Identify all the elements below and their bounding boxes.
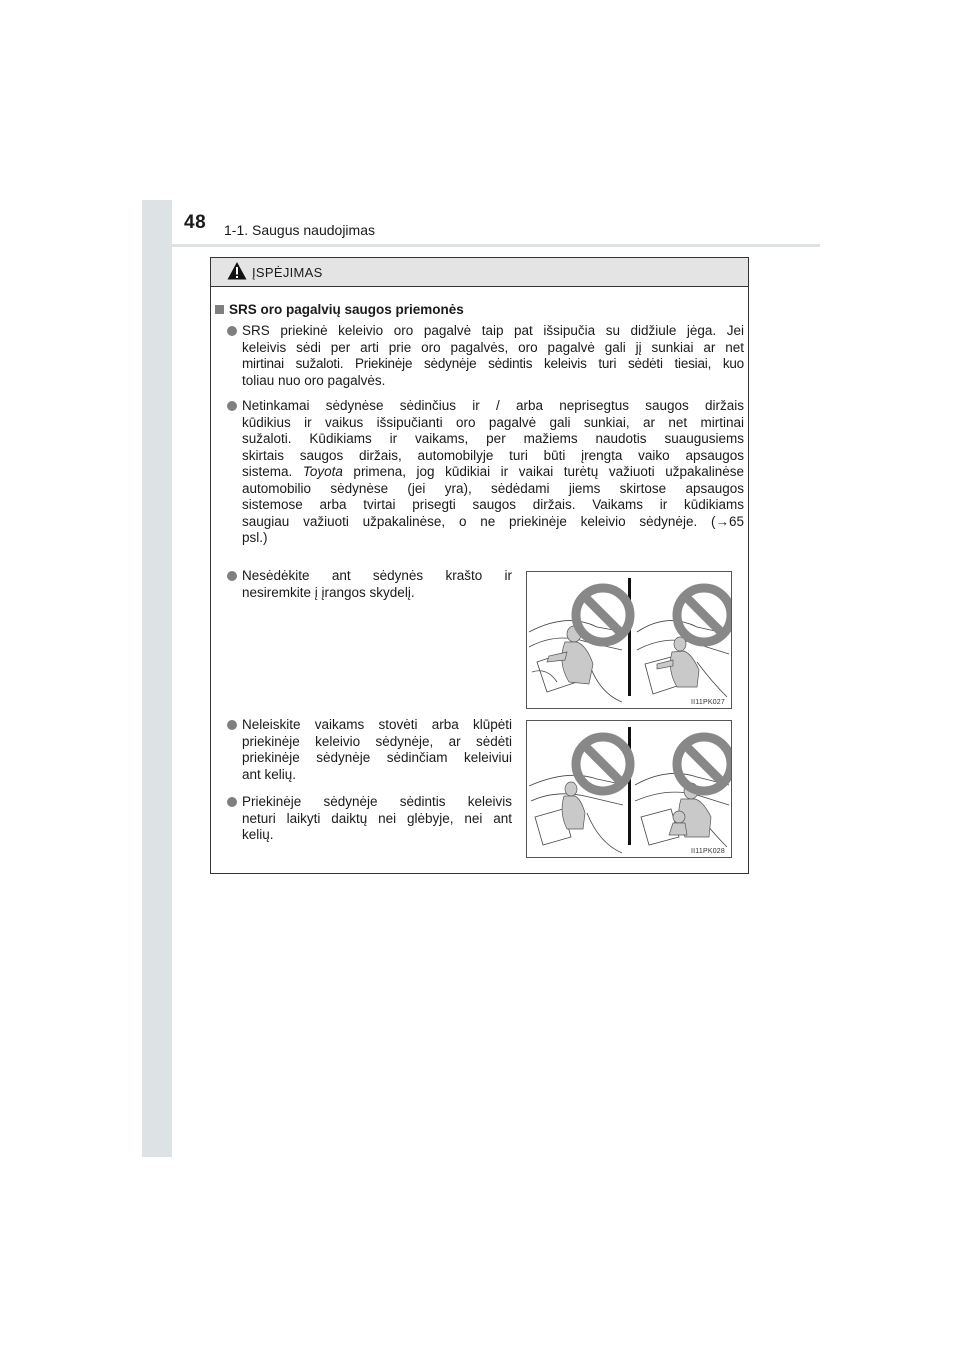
side-tab-strip: [142, 200, 172, 1157]
illustration-code: II11PK027: [691, 699, 725, 706]
car-interior-illustration: [527, 572, 731, 708]
item-line: priekinėje keleivio sėdynėje, ar sėdėti: [242, 733, 512, 749]
subheading-text: SRS oro pagalvių saugos priemonės: [229, 302, 464, 317]
list-item: [227, 717, 517, 787]
item-line: priekinėje sėdynėje sėdinčiam keleiviui: [242, 750, 512, 765]
warning-title: ĮSPĖJIMAS: [252, 265, 323, 280]
item-line: saugiau važiuoti užpakalinėse, o ne priekinėje keleivio sėdynėje. (→65: [242, 513, 744, 529]
item-line: sistemose arba tvirtai prisegti saugos diržais. Vaikams ir kūdikiams: [242, 497, 744, 512]
header-rule: [172, 244, 820, 247]
list-item: [227, 398, 744, 550]
bullet-dot-icon: [227, 326, 237, 336]
list-item: [227, 794, 517, 848]
list-item: [227, 568, 517, 604]
item-line: Nesėdėkite ant sėdynės krašto ir: [242, 568, 512, 583]
bullet-dot-icon: [227, 401, 237, 411]
bullet-dot-icon: [227, 571, 237, 581]
subheading: [215, 302, 464, 317]
square-bullet-icon: [215, 305, 224, 314]
item-line: SRS priekinė keleivio oro pagalvė taip pat išsipučia su didžiule jėga. Jei: [242, 323, 744, 338]
car-interior-illustration: [527, 721, 731, 857]
item-line: toliau nuo oro pagalvės.: [242, 372, 386, 388]
bullet-dot-icon: [227, 797, 237, 807]
item-line: psl.): [242, 530, 268, 545]
list-item: [227, 323, 744, 391]
item-line: Priekinėje sėdynėje sėdintis keleivis: [242, 794, 512, 809]
illustration-sitting-on-seat-edge: [526, 571, 732, 709]
illustration-child-on-seat: [526, 720, 732, 858]
warning-triangle-icon: [227, 261, 247, 281]
section-title: 1-1. Saugus naudojimas: [224, 222, 375, 238]
item-line: kūdikius ir vaikus išsipučianti oro pagalvė gali sunkiai, ar net mirtinai: [242, 414, 744, 430]
item-line: sužaloti. Kūdikiams ir vaikams, per mažiems naudotis suaugusiems: [242, 431, 744, 446]
warning-header: [211, 258, 748, 287]
brand-name: Toyota: [302, 464, 343, 479]
warning-box: [210, 257, 749, 874]
item-line: keleivis sėdi per arti prie oro pagalvės, oro pagalvė gali jį sunkiai ar net: [242, 339, 744, 355]
item-line: skirtais saugos diržais, automobilyje turi būti įrengta vaiko apsaugos: [242, 447, 744, 463]
page-number: 48: [184, 212, 207, 233]
item-line: [242, 464, 744, 481]
item-line: automobilio sėdynėse (jei yra), sėdėdami jiems skirtose apsaugos: [242, 480, 744, 496]
item-line: mirtinai sužaloti. Priekinėje sėdynėje sėdintis keleivis turi sėdėti tiesiai, kuo: [242, 356, 744, 371]
item-line: Netinkamai sėdynėse sėdinčius ir / arba neprisegtus saugos diržais: [242, 398, 744, 413]
item-line-part: sistema.: [242, 464, 303, 479]
item-line-part: primena, jog kūdikiai ir vaikai turėtų važiuoti užpakalinėse: [342, 464, 744, 479]
item-line: nesiremkite į įrangos skydelį.: [242, 584, 415, 600]
item-line: kelių.: [242, 827, 274, 842]
item-line: Neleiskite vaikams stovėti arba klūpėti: [242, 717, 512, 732]
illustration-code: II11PK028: [691, 848, 725, 855]
item-line: neturi laikyti daiktų nei glėbyje, nei ant: [242, 810, 512, 826]
bullet-dot-icon: [227, 720, 237, 730]
item-line: ant kelių.: [242, 766, 297, 782]
